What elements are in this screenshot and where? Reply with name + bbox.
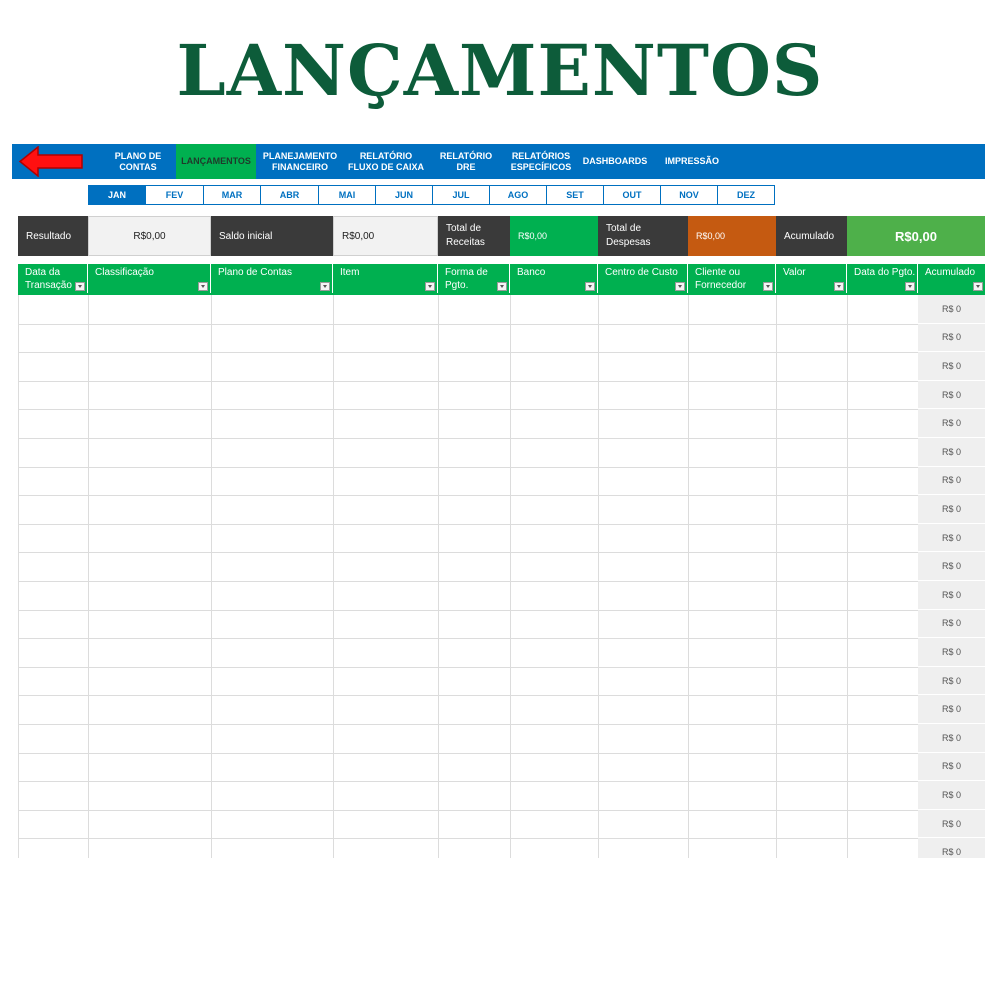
grid-row-line [18, 467, 918, 468]
column-header-label: Data da Transação [25, 267, 72, 291]
grid-row-line [18, 667, 918, 668]
acumulado-cell: R$ 0 [918, 495, 985, 524]
column-header-banco [510, 264, 598, 293]
total-despesas-value: R$0,00 [688, 216, 776, 256]
filter-dropdown-icon[interactable] [320, 282, 330, 291]
column-header-valor [776, 264, 847, 293]
grid-column-line [510, 295, 511, 858]
grid-column-line [333, 295, 334, 858]
month-tab-mai[interactable]: MAI [318, 185, 376, 205]
total-despesas-label: Total de Despesas [598, 216, 688, 256]
total-receitas-value: R$0,00 [510, 216, 598, 256]
month-tab-jul[interactable]: JUL [432, 185, 490, 205]
grid-column-line [18, 295, 19, 858]
month-tab-dez[interactable]: DEZ [717, 185, 775, 205]
filter-dropdown-icon[interactable] [973, 282, 983, 291]
grid-row-line [18, 753, 918, 754]
month-tab-jan[interactable]: JAN [88, 185, 146, 205]
column-header-label: Forma de Pgto. [445, 267, 488, 291]
grid-row-line [18, 438, 918, 439]
column-header-label: Item [340, 267, 360, 278]
column-header-label: Centro de Custo [605, 267, 678, 278]
month-tab-abr[interactable]: ABR [260, 185, 319, 205]
month-tab-jun[interactable]: JUN [375, 185, 433, 205]
grid-row-line [18, 381, 918, 382]
acumulado-cell: R$ 0 [918, 667, 985, 696]
nav-impressao[interactable]: IMPRESSÃO [664, 156, 719, 166]
acumulado-cell: R$ 0 [918, 638, 985, 667]
column-header-centro-de-custo [598, 264, 688, 293]
grid-row-line [18, 695, 918, 696]
filter-dropdown-icon[interactable] [425, 282, 435, 291]
grid-row-line [18, 610, 918, 611]
filter-dropdown-icon[interactable] [763, 282, 773, 291]
acumulado-cell: R$ 0 [918, 724, 985, 753]
nav-plano-de-contas[interactable]: PLANO DE CONTAS [114, 150, 162, 172]
month-tab-ago[interactable]: AGO [489, 185, 547, 205]
month-tab-nov[interactable]: NOV [660, 185, 718, 205]
grid-row-line [18, 638, 918, 639]
grid-column-line [88, 295, 89, 858]
red-left-arrow-icon[interactable] [18, 146, 84, 177]
acumulado-cell: R$ 0 [918, 581, 985, 610]
grid-column-line [438, 295, 439, 858]
column-header-acumulado [918, 264, 985, 293]
month-tab-mar[interactable]: MAR [203, 185, 261, 205]
grid-row-line [18, 838, 918, 839]
acumulado-cell: R$ 0 [918, 467, 985, 496]
nav-planejamento-financeiro[interactable]: PLANEJAMENTO FINANCEIRO [262, 150, 338, 172]
grid-row-line [18, 810, 918, 811]
column-header-plano-de-contas [211, 264, 333, 293]
column-header-label: Classificação [95, 267, 154, 278]
column-header-label: Data do Pgto. [854, 267, 916, 278]
filter-dropdown-icon[interactable] [675, 282, 685, 291]
filter-dropdown-icon[interactable] [905, 282, 915, 291]
grid-row-line [18, 495, 918, 496]
acumulado-cell: R$ 0 [918, 610, 985, 639]
nav-relatorio-fluxo-de-caixa[interactable]: RELATÓRIO FLUXO DE CAIXA [347, 150, 424, 172]
grid-column-line [688, 295, 689, 858]
acumulado-cell: R$ 0 [918, 438, 985, 467]
acumulado-cell: R$ 0 [918, 295, 985, 324]
column-header-label: Valor [783, 267, 806, 278]
grid-row-line [18, 524, 918, 525]
grid-row-line [18, 581, 918, 582]
filter-dropdown-icon[interactable] [585, 282, 595, 291]
grid-column-line [847, 295, 848, 858]
grid-row-line [18, 781, 918, 782]
resultado-label: Resultado [18, 216, 88, 256]
filter-dropdown-icon[interactable] [834, 282, 844, 291]
column-header-classificacao [88, 264, 211, 293]
acumulado-cell: R$ 0 [918, 810, 985, 839]
grid-row-line [18, 324, 918, 325]
grid-row-line [18, 352, 918, 353]
nav-dashboards[interactable]: DASHBOARDS [582, 156, 648, 166]
saldo-inicial-value[interactable]: R$0,00 [333, 216, 438, 256]
grid-row-line [18, 724, 918, 725]
acumulado-label: Acumulado [776, 216, 847, 256]
column-header-data-do-pgto [847, 264, 918, 293]
acumulado-value: R$0,00 [847, 216, 985, 256]
top-navigation-bar [12, 144, 985, 179]
acumulado-cell: R$ 0 [918, 552, 985, 581]
grid-column-line [776, 295, 777, 858]
column-header-forma-de-pgto [438, 264, 510, 293]
resultado-value: R$0,00 [88, 216, 211, 256]
filter-dropdown-icon[interactable] [75, 282, 85, 291]
acumulado-cell: R$ 0 [918, 524, 985, 553]
nav-relatorios-especificos[interactable]: RELATÓRIOS ESPECÍFICOS [510, 150, 572, 172]
column-header-data-transacao [18, 264, 88, 293]
acumulado-cell: R$ 0 [918, 352, 985, 381]
acumulado-cell: R$ 0 [918, 324, 985, 353]
month-tab-fev[interactable]: FEV [145, 185, 204, 205]
acumulado-cell: R$ 0 [918, 781, 985, 810]
acumulado-cell: R$ 0 [918, 695, 985, 724]
filter-dropdown-icon[interactable] [497, 282, 507, 291]
acumulado-cell: R$ 0 [918, 409, 985, 438]
saldo-inicial-label: Saldo inicial [211, 216, 333, 256]
column-header-label: Acumulado [925, 267, 976, 278]
month-tab-set[interactable]: SET [546, 185, 604, 205]
column-header-item [333, 264, 438, 293]
filter-dropdown-icon[interactable] [198, 282, 208, 291]
grid-row-line [18, 552, 918, 553]
grid-row-line [18, 409, 918, 410]
nav-relatorio-dre[interactable]: RELATÓRIO DRE [439, 150, 493, 172]
total-receitas-label: Total de Receitas [438, 216, 510, 256]
header-underline [18, 293, 985, 295]
month-tab-out[interactable]: OUT [603, 185, 661, 205]
column-header-label: Banco [517, 267, 546, 278]
nav-lancamentos[interactable]: LANÇAMENTOS [176, 144, 256, 179]
acumulado-cell: R$ 0 [918, 381, 985, 410]
acumulado-cell: R$ 0 [918, 753, 985, 782]
column-header-cliente-fornecedor [688, 264, 776, 293]
page-title: LANÇAMENTOS [176, 29, 824, 112]
acumulado-cell: R$ 0 [918, 838, 985, 867]
grid-column-line [211, 295, 212, 858]
column-header-label: Plano de Contas [218, 267, 292, 278]
grid-column-line [598, 295, 599, 858]
column-header-label: Cliente ou Fornecedor [695, 267, 747, 291]
